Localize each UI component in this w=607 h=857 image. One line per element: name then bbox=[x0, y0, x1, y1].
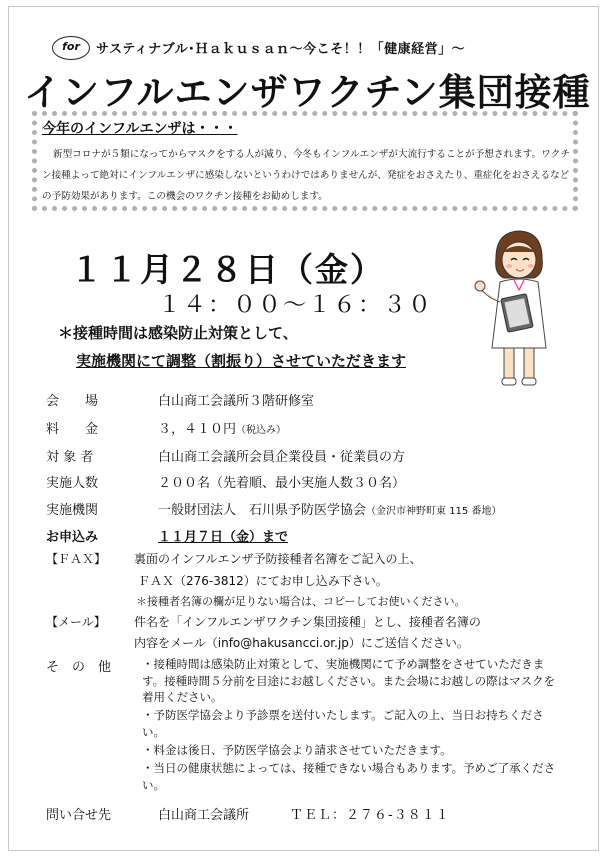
contact-org: 白山商工会議所 bbox=[158, 808, 250, 823]
fax-line2: ＦＡＸ（276-3812）にてお申し込み下さい。 bbox=[138, 574, 388, 588]
for-badge: for bbox=[52, 36, 90, 60]
venue-value: 白山商工会議所３階研修室 bbox=[158, 394, 315, 409]
mail-line2: 内容をメール（info@hakusancci.or.jp）にご送信ください。 bbox=[134, 636, 469, 650]
schedule-note-line1: ＊接種時間は感染防止対策として、 bbox=[58, 324, 298, 342]
target-label: 対 象 者 bbox=[46, 450, 94, 465]
schedule-note-line2: 実施機関にて調整（割振り）させていただきます bbox=[76, 352, 407, 370]
mail-line1: 件名を「インフルエンザワクチン集団接種」とし、接種者名簿の bbox=[134, 615, 481, 629]
contact-tel: ＴＥＬ：２７６-３８１１ bbox=[290, 808, 450, 823]
application-deadline: １１月７日（金）まで bbox=[158, 530, 289, 545]
nurse-illustration bbox=[474, 218, 564, 388]
provider-value bbox=[158, 499, 501, 518]
capacity-value: ２００名（先着順、最小実施人数３０名） bbox=[158, 476, 406, 491]
fax-label: 【ＦＡＸ】 bbox=[46, 552, 107, 566]
event-date: １１月２８日（金） bbox=[70, 250, 385, 289]
venue-label: 会 場 bbox=[46, 394, 99, 409]
fax-line1: 裏面のインフルエンザ予防接種者名簿をご記入の上、 bbox=[134, 552, 422, 566]
fee-amount: ３，４１０円 bbox=[158, 422, 237, 437]
other-item: ・当日の健康状態によっては、接種できない場合もあります。予めご了承ください。 bbox=[142, 761, 556, 792]
provider-label: 実施機関 bbox=[46, 503, 99, 518]
fee-value bbox=[158, 418, 286, 437]
mail-label: 【メール】 bbox=[46, 615, 106, 629]
notice-heading: 今年のインフルエンザは・・・ bbox=[42, 121, 238, 137]
provider-address: （金沢市神野町東 115 番地） bbox=[366, 506, 502, 517]
contact-label: 問い合せ先 bbox=[46, 808, 112, 823]
other-item: ・予防医学協会より予診票を送付いたします。ご記入の上、当日お持ちください。 bbox=[142, 708, 544, 739]
target-value: 白山商工会議所会員企業役員・従業員の方 bbox=[158, 450, 406, 465]
notice-body: 新型コロナが５類になってからマスクをする人が減り、今冬もインフルエンザが大流行することが予想されます。ワクチン接種よって絶対にインフルエンザに感染しないというわけではありませんが、発症をおさえたり、重症化をおさえるなどの予防効果があります。この機会のワクチン接種をお勧めします。 bbox=[42, 149, 570, 202]
page-title: インフルエンザワクチン集団接種 bbox=[24, 71, 591, 114]
provider-name: 一般財団法人 石川県予防医学協会 bbox=[158, 503, 367, 518]
application-label: お申込み bbox=[46, 530, 99, 545]
other-label: そ の 他 bbox=[46, 660, 112, 675]
capacity-label: 実施人数 bbox=[46, 476, 99, 491]
other-item: ・料金は後日、予防医学協会より請求させていただきます。 bbox=[142, 743, 452, 757]
subtitle: サスティナブル･Ｈａｋｕｓａｎ～今こそ！！「健康経営」～ bbox=[96, 42, 466, 57]
other-item: ・接種時間は感染防止対策として、実施機関にて予め調整をさせていただきます。接種時間５分前を目途にお越しください。また会場にお越しの際はマスクを着用ください。 bbox=[142, 657, 556, 704]
event-time: １４：００～１６：３０ bbox=[158, 292, 433, 318]
fee-tax-note: （税込み） bbox=[236, 425, 287, 436]
fax-note: ＊接種者名簿の欄が足りない場合は、コピーしてお使いください。 bbox=[136, 595, 466, 608]
fee-label: 料 金 bbox=[46, 422, 99, 437]
